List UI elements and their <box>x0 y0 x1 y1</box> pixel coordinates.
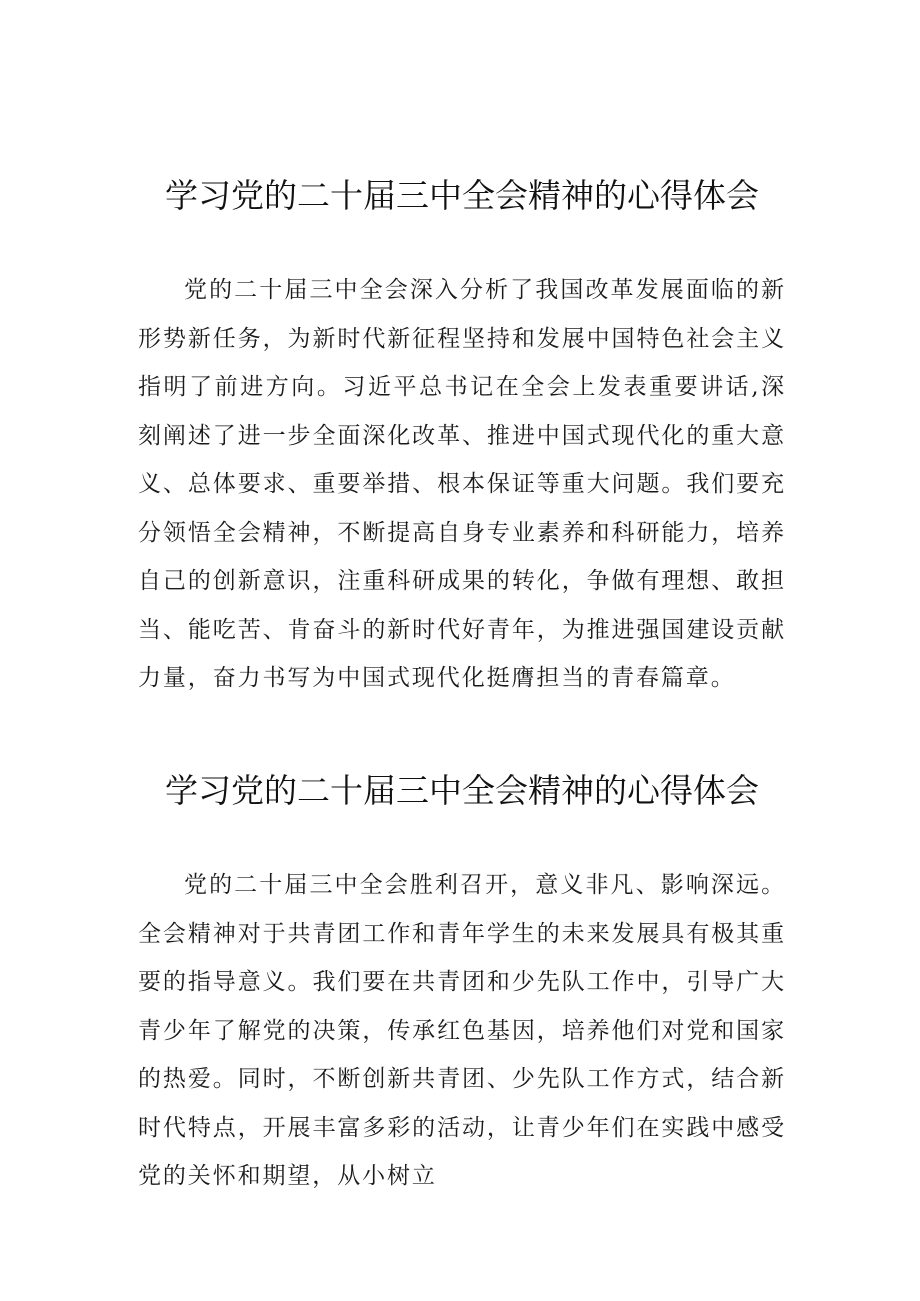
article-title: 学习党的二十届三中全会精神的心得体会 <box>165 176 759 215</box>
article-title: 学习党的二十届三中全会精神的心得体会 <box>165 771 759 810</box>
article-body: 党的二十届三中全会深入分析了我国改革发展面临的新形势新任务，为新时代新征程坚持和发展中国特色社会主义指明了前进方向。习近平总书记在全会上发表重要讲话,深刻阐述了进一步全面深化改革、推进中国式现代化的重大意义、总体要求、重要举措、根本保证等重大问题。我们要充分领悟全会精神，不断提高自身专业素养和科研能力，培养自己的创新意识，注重科研成果的转化，争做有理想、敢担当、能吃苦、肯奋斗的新时代好青年，为推进强国建设贡献力量，奋力书写为中国式现代化挺膺担当的青春篇章。 <box>138 277 786 691</box>
article-body: 党的二十届三中全会胜利召开，意义非凡、影响深远。全会精神对于共青团工作和青年学生的未来发展具有极其重要的指导意义。我们要在共青团和少先队工作中，引导广大青少年了解党的决策，传承红色基因，培养他们对党和国家的热爱。同时，不断创新共青团、少先队工作方式，结合新时代特点，开展丰富多彩的活动，让青少年们在实践中感受党的关怀和期望，从小树立 <box>138 872 786 1189</box>
article-1 <box>138 168 786 703</box>
article-2 <box>138 763 786 1201</box>
